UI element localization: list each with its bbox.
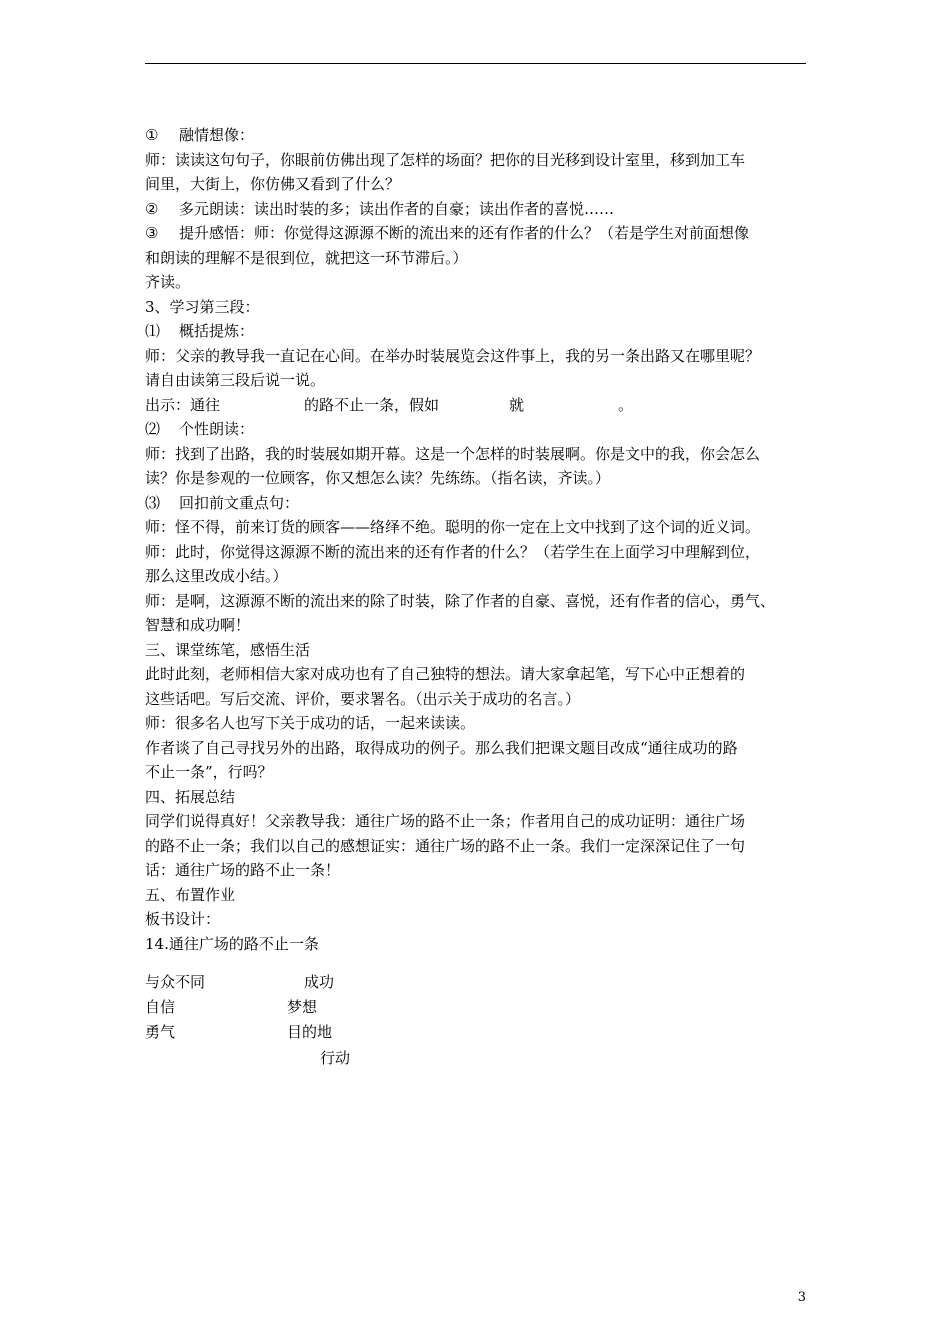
sub-heading: ⑶ 回扣前文重点句： xyxy=(145,491,815,516)
paragraph-line: 师：怪不得，前来订货的顾客——络绎不绝。聪明的你一定在上文中找到了这个词的近义词。 xyxy=(145,518,761,536)
paragraph-line: 师：是啊，这源源不断的流出来的除了时装，除了作者的自豪、喜悦，还有作者的信心，勇气、 xyxy=(145,591,776,610)
paragraph-line: 和朗读的理解不是很到位，就把这一环节滞后。） xyxy=(145,248,468,267)
paragraph-line: 师：很多名人也写下关于成功的话，一起来读读。 xyxy=(145,714,476,732)
section-heading: 五、布置作业 xyxy=(145,885,236,904)
paragraph-line: 同学们说得真好！父亲教导我：通往广场的路不止一条；作者用自己的成功证明：通往广场 xyxy=(145,812,746,830)
paragraph-line: 作者谈了自己寻找另外的出路，取得成功的例子。那么我们把课文题目改成“通往成功的路 xyxy=(145,738,738,757)
paragraph-line: 师：找到了出路，我的时装展如期开幕。这是一个怎样的时装展啊。你是文中的我，你会怎么 xyxy=(145,444,761,463)
paragraph-line: 此时此刻，老师相信大家对成功也有了自己独特的想法。请大家拿起笔，写下心中正想着的 xyxy=(145,665,746,683)
sub-heading: ⑵ 个性朗读： xyxy=(145,417,815,442)
board-word: 与众不同 xyxy=(145,973,206,991)
board-word: 梦想 xyxy=(287,998,318,1016)
section-heading: 3、学习第三段： xyxy=(145,297,260,316)
board-design-title: 14.通往广场的路不止一条 xyxy=(145,934,319,953)
board-word: 自信 xyxy=(145,998,176,1016)
fill-in-blank-line: 出示：通往 的路不止一条，假如 就 。 xyxy=(145,395,634,414)
paragraph-line: 间里，大街上，你仿佛又看到了什么？ xyxy=(145,175,401,193)
section-heading: 三、课堂练笔，感悟生活 xyxy=(145,640,311,659)
paragraph-line: 师：读读这句句子，你眼前仿佛出现了怎样的场面？把你的目光移到设计室里，移到加工车 xyxy=(145,150,746,169)
section-heading: 四、拓展总结 xyxy=(145,787,236,806)
step-1-heading: ① 融情想像： xyxy=(145,123,815,148)
step-2-line: ② 多元朗读：读出时装的多；读出作者的自豪；读出作者的喜悦…… xyxy=(145,197,815,222)
paragraph-line: 话：通往广场的路不止一条！ xyxy=(145,861,341,879)
board-design-label: 板书设计： xyxy=(145,910,221,928)
circled-number: ① xyxy=(145,126,159,144)
paragraph-line: 那么这里改成小结。） xyxy=(145,567,288,585)
paragraph-line: 读？你是参观的一位顾客，你又想怎么读？先练练。（指名读，齐读。） xyxy=(145,469,611,487)
circled-number: ② xyxy=(145,199,159,218)
paren-number: ⑶ xyxy=(145,493,161,512)
sub-heading: ⑴ 概括提炼： xyxy=(145,319,815,344)
header-rule xyxy=(145,63,806,64)
paren-number: ⑵ xyxy=(145,420,161,438)
paragraph-line: 请自由读第三段后说一说。 xyxy=(145,371,326,389)
page-number: 3 xyxy=(797,1290,806,1305)
paragraph-line: 智慧和成功啊！ xyxy=(145,616,251,634)
document-body xyxy=(145,123,815,956)
board-word: 行动 xyxy=(320,1049,351,1067)
board-word: 成功 xyxy=(304,973,335,991)
circled-number: ③ xyxy=(145,224,159,242)
paragraph-line: 这些话吧。写后交流、评价，要求署名。（出示关于成功的名言。） xyxy=(145,689,581,708)
step-3-line: ③ 提升感悟：师：你觉得这源源不断的流出来的还有作者的什么？（若是学生对前面想像 xyxy=(145,221,815,246)
board-word: 目的地 xyxy=(287,1023,333,1041)
paragraph-line: 师：此时，你觉得这源源不断的流出来的还有作者的什么？（若学生在上面学习中理解到位， xyxy=(145,542,761,561)
paragraph-line: 师：父亲的教导我一直记在心间。在举办时装展览会这件事上，我的另一条出路又在哪里呢？ xyxy=(145,346,761,365)
paren-number: ⑴ xyxy=(145,322,161,340)
paragraph-line: 的路不止一条；我们以自己的感想证实：通往广场的路不止一条。我们一定深深记住了一句 xyxy=(145,836,746,855)
board-word: 勇气 xyxy=(145,1023,176,1041)
paragraph-line: 不止一条”，行吗？ xyxy=(145,763,273,781)
paragraph-line: 齐读。 xyxy=(145,273,191,291)
